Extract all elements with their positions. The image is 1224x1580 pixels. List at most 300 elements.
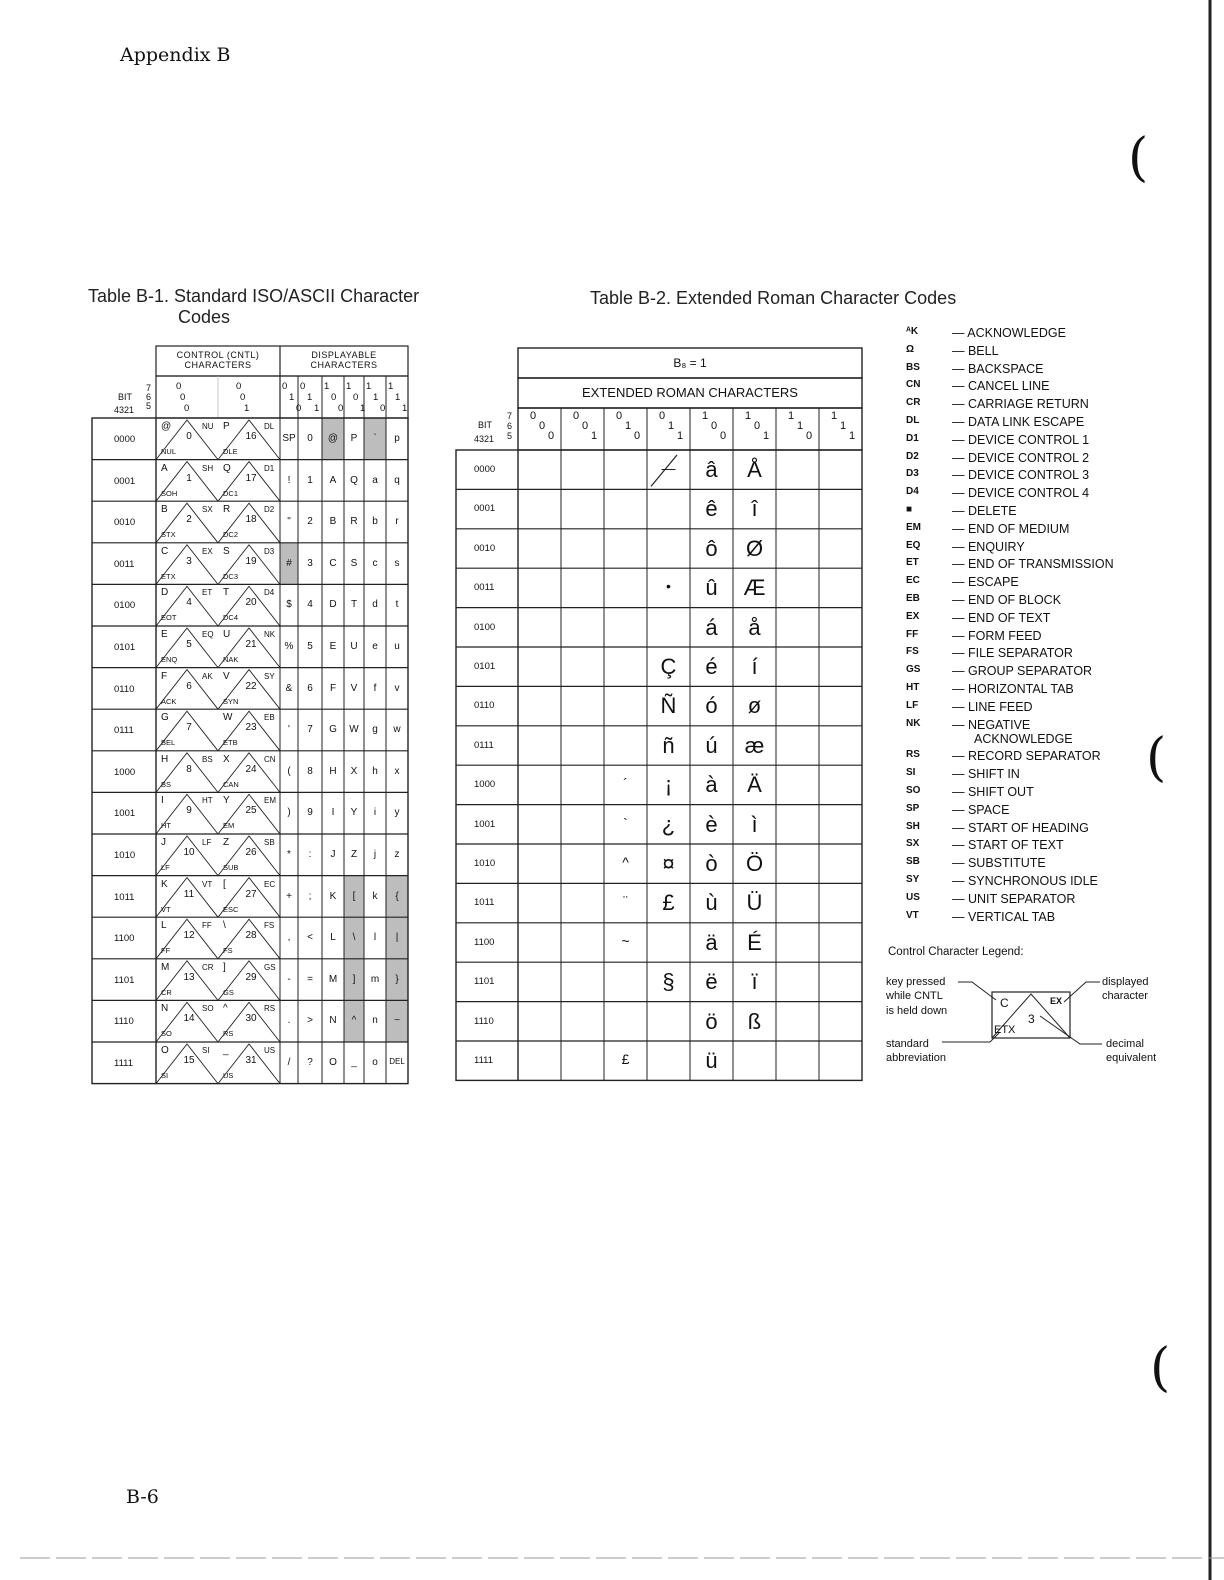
display-char: )	[287, 807, 291, 819]
legend-text: — NEGATIVE	[952, 717, 1031, 732]
control-abbr: ESC	[223, 904, 239, 914]
leader-abbr	[942, 1032, 1000, 1042]
bit-index: 6	[146, 392, 152, 402]
control-key: \	[223, 920, 226, 932]
control-decimal: 17	[245, 472, 257, 484]
control-key: I	[161, 795, 164, 807]
t2-col-bit: 1	[831, 410, 838, 422]
ext-char: ¤	[662, 851, 675, 876]
control-decimal: 22	[245, 680, 257, 692]
display-char: o	[372, 1057, 378, 1068]
control-symbol: EQ	[202, 630, 214, 639]
legend-text: — SHIFT OUT	[952, 785, 1034, 799]
ext-char: ö	[705, 1008, 718, 1034]
legend-text: — SYNCHRONOUS IDLE	[952, 874, 1098, 888]
display-char: :	[308, 849, 312, 860]
control-symbol: GS	[264, 962, 276, 972]
display-char: f	[373, 682, 377, 694]
legend-text: — END OF TEXT	[952, 610, 1051, 625]
display-char: a	[372, 474, 378, 486]
row-bits: 1000	[114, 766, 136, 778]
control-key: V	[223, 670, 230, 682]
binder-mark-2: (	[1146, 728, 1167, 788]
legend-text: — DATA LINK ESCAPE	[952, 415, 1085, 429]
display-char: -	[287, 973, 291, 985]
t2-col-bit: 1	[849, 430, 856, 442]
display-char: 8	[307, 765, 313, 777]
ext-char: ï	[751, 969, 758, 995]
control-symbol: EX	[202, 546, 213, 556]
display-char: '	[288, 724, 290, 736]
row-bits: 1011	[114, 891, 135, 903]
control-symbol: CR	[202, 962, 214, 972]
control-decimal: 16	[245, 431, 257, 442]
t2-row-bits: 1110	[474, 1015, 494, 1027]
t2-col-bit: 0	[711, 420, 718, 432]
legend-note: abbreviation	[886, 1052, 946, 1064]
control-decimal: 13	[183, 971, 195, 983]
control-key: B	[161, 504, 168, 516]
control-decimal: 4	[186, 597, 192, 609]
control-key: Z	[223, 837, 230, 848]
t2-col-bit: 1	[745, 410, 752, 422]
col-bit-value: 0	[331, 392, 337, 403]
control-symbol: AK	[202, 671, 213, 681]
t2-row-bits: 0100	[474, 621, 496, 633]
t2-bit-label: BIT	[478, 420, 493, 430]
control-abbr: ETB	[223, 738, 238, 748]
ext-char: ¨	[623, 893, 628, 910]
bit-label: BIT	[118, 392, 133, 402]
display-char: P	[350, 433, 358, 444]
legend-symbol: D3	[906, 468, 919, 480]
control-symbol: D4	[264, 588, 275, 598]
legend-text: — RECORD SEPARATOR	[952, 749, 1101, 764]
control-key: Y	[223, 795, 230, 807]
row-bits: 0111	[114, 725, 134, 737]
legend-symbol: ■	[906, 504, 913, 515]
control-abbr: US	[223, 1071, 234, 1080]
legend-text: — ESCAPE	[952, 575, 1019, 590]
display-char: S	[350, 557, 358, 569]
display-char: ,	[287, 932, 291, 944]
display-char: 1	[307, 474, 313, 486]
display-char: &	[285, 682, 293, 694]
t2-col-bit: 1	[788, 410, 795, 422]
ext-char: £	[621, 1051, 630, 1067]
control-decimal: 5	[186, 639, 192, 650]
t2-col-bit: 1	[668, 420, 675, 432]
control-symbol: RS	[264, 1004, 276, 1014]
col-bit-value: 1	[402, 403, 408, 414]
display-char: =	[307, 973, 313, 985]
ext-char: è	[705, 811, 718, 837]
col-bit-value: 0	[240, 392, 246, 403]
legend-text: — VERTICAL TAB	[952, 909, 1056, 924]
control-decimal: 10	[183, 847, 195, 858]
display-char: ]	[352, 973, 356, 985]
display-char: Y	[350, 807, 358, 819]
ext-char: §	[662, 969, 675, 995]
t2-col-bit: 1	[840, 420, 847, 432]
binder-mark-3: (	[1150, 1338, 1171, 1398]
display-char: \	[352, 932, 356, 944]
control-abbr: SOH	[161, 488, 178, 498]
display-char: g	[372, 724, 378, 736]
row-bits: 0000	[114, 434, 136, 445]
display-char: A	[329, 474, 337, 486]
control-symbol: CN	[264, 754, 276, 764]
display-char: _	[351, 1057, 357, 1068]
t2-col-bit: 1	[625, 420, 632, 432]
ext-char: ü	[705, 1048, 718, 1073]
display-char: /	[287, 1057, 291, 1068]
display-char: L	[330, 932, 336, 944]
control-key: J	[161, 837, 166, 848]
display-char: 3	[307, 557, 313, 569]
t2-row-bits: 0111	[474, 739, 494, 751]
t2-bit-index: 7	[507, 411, 513, 421]
control-symbol: NU	[202, 422, 214, 431]
ext-char: à	[705, 772, 718, 798]
control-decimal: 29	[245, 971, 257, 983]
display-char: n	[372, 1015, 378, 1027]
legend-title: Control Character Legend:	[888, 946, 1024, 958]
control-decimal: 9	[186, 805, 192, 817]
legend-symbol: SB	[906, 856, 920, 868]
control-decimal: 14	[183, 1013, 195, 1025]
legend-symbol: SI	[906, 767, 916, 779]
ext-char: `	[623, 814, 628, 831]
display-char: W	[349, 724, 359, 736]
display-char: s	[394, 557, 400, 569]
control-symbol: SI	[202, 1046, 210, 1055]
t2-row-bits: 1101	[474, 976, 495, 988]
legend-symbol: US	[906, 891, 920, 903]
display-char: [	[352, 890, 356, 902]
control-symbol: FS	[264, 921, 275, 931]
display-char: *	[287, 849, 291, 860]
ext-char: á	[705, 614, 718, 640]
col-bit-value: 0	[184, 403, 190, 414]
control-decimal: 1	[186, 472, 192, 484]
display-char: E	[329, 641, 337, 652]
display-char: @	[327, 433, 339, 444]
legend-symbol: D4	[906, 486, 919, 498]
display-char: SP	[282, 433, 296, 444]
t2-row-bits: 0011	[474, 582, 495, 594]
control-key: X	[223, 753, 230, 765]
row-bits: 1101	[114, 974, 135, 986]
col-bit-value: 0	[180, 392, 186, 403]
t2-bit-num: 4321	[474, 434, 495, 444]
legend-symbol: NK	[906, 717, 921, 729]
ext-char: Ñ	[660, 693, 677, 719]
control-key: @	[161, 421, 172, 432]
ext-char: ´	[623, 775, 628, 792]
ext-char: û	[705, 575, 718, 601]
display-char: y	[394, 807, 400, 819]
control-abbr: LF	[161, 863, 170, 872]
ext-char: ê	[705, 496, 718, 522]
control-key: K	[161, 878, 168, 890]
col-bit-value: 0	[300, 381, 306, 392]
leader-dec	[1040, 1016, 1102, 1044]
control-key: T	[223, 587, 230, 599]
legend-text: — START OF HEADING	[952, 820, 1089, 835]
control-abbr: BS	[161, 779, 172, 789]
col-bit-value: 0	[338, 403, 344, 414]
control-symbol: D1	[264, 463, 275, 473]
display-char: m	[370, 973, 380, 985]
control-decimal: 23	[245, 722, 257, 734]
control-abbr: RS	[223, 1029, 234, 1039]
control-abbr: SYN	[223, 696, 239, 706]
col-bit-value: 1	[346, 381, 352, 392]
t2-row-bits: 0001	[474, 503, 496, 515]
col-bit-value: 1	[289, 392, 295, 403]
col-bit-value: 1	[324, 381, 330, 392]
binder-mark-1: (	[1128, 128, 1149, 188]
t2-col-bit: 0	[616, 410, 623, 422]
control-symbol: VT	[202, 879, 213, 889]
ext-char: •	[666, 578, 671, 595]
display-char: C	[329, 557, 337, 569]
display-char: v	[394, 682, 400, 694]
legend-symbol: DL	[906, 415, 920, 426]
t2-col-bit: 0	[573, 410, 580, 422]
legend-symbol: GS	[906, 664, 921, 676]
col-bit-value: 1	[366, 381, 372, 392]
ext-char: Ö	[745, 851, 764, 876]
control-key: N	[161, 1003, 169, 1015]
legend-symbol: EM	[906, 521, 921, 533]
legend-note: displayed	[1102, 976, 1149, 988]
control-symbol: D2	[264, 505, 275, 515]
control-abbr: ENQ	[161, 655, 178, 664]
control-symbol: BS	[202, 754, 213, 764]
control-decimal: 30	[245, 1013, 257, 1025]
control-abbr: CR	[161, 987, 172, 997]
control-key: C	[161, 545, 169, 557]
b8-label: B₈ = 1	[673, 356, 707, 370]
legend-symbol: ᴬK	[906, 326, 919, 337]
control-decimal: 31	[245, 1055, 257, 1066]
legend-text: — CARRIAGE RETURN	[952, 397, 1089, 412]
ext-char: ô	[705, 535, 718, 561]
ext-char: ¿	[661, 811, 676, 837]
display-char: |	[395, 932, 399, 944]
display-char: V	[350, 682, 358, 694]
t2-row-bits: 0010	[474, 542, 496, 554]
ext-char: ì	[751, 811, 758, 837]
control-abbr: CAN	[223, 779, 239, 789]
legend-text: ACKNOWLEDGE	[974, 731, 1073, 746]
ext-char: î	[751, 496, 758, 522]
legend-symbol: FF	[906, 628, 919, 640]
legend-symbol: HT	[906, 682, 920, 693]
legend-text: — GROUP SEPARATOR	[952, 664, 1093, 679]
control-key: P	[223, 421, 230, 432]
control-key: D	[161, 587, 169, 599]
display-char: 6	[307, 682, 313, 694]
control-decimal: 8	[186, 763, 192, 775]
row-bits: 0001	[114, 475, 136, 487]
legend-text: — END OF TRANSMISSION	[952, 557, 1114, 572]
ext-char: Å	[747, 457, 762, 482]
legend-text: — BACKSPACE	[952, 361, 1044, 376]
control-key: U	[223, 629, 231, 640]
display-char: X	[350, 765, 358, 777]
control-abbr: VT	[161, 904, 171, 914]
t2-col-bit: 0	[720, 430, 727, 442]
legend-symbol: LF	[906, 699, 919, 711]
control-abbr: DC1	[223, 488, 239, 498]
display-char: T	[350, 599, 358, 611]
control-abbr: DC3	[223, 571, 239, 581]
display-char: K	[329, 890, 337, 902]
display-char: ^	[351, 1015, 357, 1027]
legend-text: — END OF MEDIUM	[952, 521, 1070, 536]
ext-char: Ä	[747, 772, 762, 798]
t2-col-bit: 0	[548, 430, 555, 442]
col-bit-value: 0	[296, 403, 302, 414]
t2-col-bit: 0	[582, 420, 589, 432]
display-char: <	[307, 932, 313, 944]
control-decimal: 21	[245, 639, 257, 650]
display-header: DISPLAYABLE CHARACTERS	[310, 350, 378, 370]
ext-char: ù	[705, 890, 718, 916]
display-char: I	[331, 807, 335, 819]
t2-col-bit: 1	[797, 420, 804, 432]
row-bits: 1010	[114, 850, 136, 861]
legend-symbol: D2	[906, 450, 919, 462]
control-symbol: DL	[264, 422, 275, 431]
control-abbr: BEL	[161, 738, 176, 748]
display-char: }	[395, 973, 399, 985]
t2-row-bits: 1111	[474, 1055, 494, 1066]
legend-note: is held down	[886, 1005, 948, 1017]
control-decimal: 2	[186, 514, 192, 526]
display-char: h	[372, 765, 378, 777]
control-decimal: 0	[186, 431, 192, 442]
ext-char: Ü	[746, 890, 763, 916]
control-symbol: EB	[264, 713, 275, 723]
display-char: B	[329, 516, 337, 528]
ext-char: â	[705, 457, 718, 482]
legend-text: — HORIZONTAL TAB	[952, 682, 1074, 696]
t2-row-bits: 1001	[474, 818, 496, 830]
display-char: {	[395, 890, 399, 902]
legend-ex-key: C	[1000, 996, 1009, 1010]
legend-text: — END OF BLOCK	[952, 593, 1062, 607]
ext-char: Ø	[745, 535, 764, 561]
control-decimal: 24	[245, 763, 257, 775]
control-decimal: 3	[186, 555, 192, 567]
control-key: ^	[223, 1003, 228, 1015]
display-char: %	[284, 641, 294, 652]
col-bit-value: 1	[395, 392, 401, 403]
display-char: G	[329, 724, 337, 736]
t2-col-bit: 1	[591, 430, 598, 442]
col-bit-value: 1	[360, 403, 366, 414]
legend-text: — START OF TEXT	[952, 838, 1064, 853]
legend-symbol: ET	[906, 557, 919, 569]
control-abbr: FF	[161, 946, 171, 956]
control-key: S	[223, 545, 230, 557]
t2-bit-index: 6	[507, 421, 513, 431]
t2-col-bit: 1	[763, 430, 770, 442]
control-key: [	[223, 878, 226, 890]
control-symbol: EC	[264, 879, 276, 889]
legend-text: — DEVICE CONTROL 2	[952, 450, 1090, 465]
control-symbol: LF	[202, 838, 212, 847]
legend-symbol: EB	[906, 593, 920, 604]
table2-title: Table B-2. Extended Roman Character Codes	[590, 288, 957, 308]
legend-text: — CANCEL LINE	[952, 379, 1050, 394]
legend-note: equivalent	[1106, 1052, 1157, 1064]
legend-note: key pressed	[886, 976, 946, 988]
table1-title-line2: Codes	[178, 307, 231, 327]
control-abbr: NUL	[161, 447, 177, 456]
control-symbol: SO	[202, 1004, 214, 1014]
row-bits: 0100	[114, 600, 136, 612]
t2-row-bits: 0000	[474, 464, 496, 475]
t2-row-bits: 0110	[474, 700, 495, 712]
t2-bit-index: 5	[507, 431, 513, 441]
control-symbol: SY	[264, 671, 275, 681]
legend-text: — SUBSTITUTE	[952, 856, 1046, 871]
display-char: H	[329, 765, 337, 777]
legend-text: — DEVICE CONTROL 1	[952, 432, 1090, 447]
control-decimal: 26	[245, 847, 257, 858]
control-key: H	[161, 753, 169, 765]
display-char: l	[373, 932, 377, 944]
display-char: x	[394, 765, 400, 777]
ext-char: í	[751, 654, 758, 679]
table1-title-line1: Table B-1. Standard ISO/ASCII Character	[88, 286, 420, 306]
control-abbr: FS	[223, 946, 233, 956]
control-abbr: EM	[223, 821, 235, 831]
control-decimal: 25	[245, 805, 257, 817]
control-symbol: ET	[202, 588, 213, 598]
legend-text: — SPACE	[952, 802, 1010, 817]
display-char: d	[372, 599, 378, 611]
control-key: G	[161, 712, 169, 724]
legend-symbol: D1	[906, 432, 919, 444]
legend-symbol: SP	[906, 802, 920, 814]
col-bit-value: 0	[176, 381, 182, 392]
control-key: _	[223, 1045, 229, 1056]
control-abbr: SUB	[223, 863, 239, 872]
control-key: A	[161, 462, 168, 474]
control-decimal: 7	[186, 722, 192, 734]
legend-symbol: BS	[906, 361, 920, 373]
legend-note: while CNTL	[886, 990, 943, 1002]
col-bit-value: 0	[236, 381, 242, 392]
display-char: t	[395, 599, 399, 611]
display-char: 0	[307, 433, 313, 444]
control-abbr: SO	[161, 1029, 172, 1039]
ext-char: —	[661, 460, 676, 476]
control-key: W	[223, 712, 233, 724]
control-symbol: EM	[264, 796, 276, 806]
display-char: 2	[307, 516, 313, 528]
ext-char: ä	[705, 929, 718, 955]
control-decimal: 12	[183, 930, 195, 942]
legend-symbol: SO	[906, 785, 921, 796]
legend-note: standard	[886, 1038, 929, 1050]
